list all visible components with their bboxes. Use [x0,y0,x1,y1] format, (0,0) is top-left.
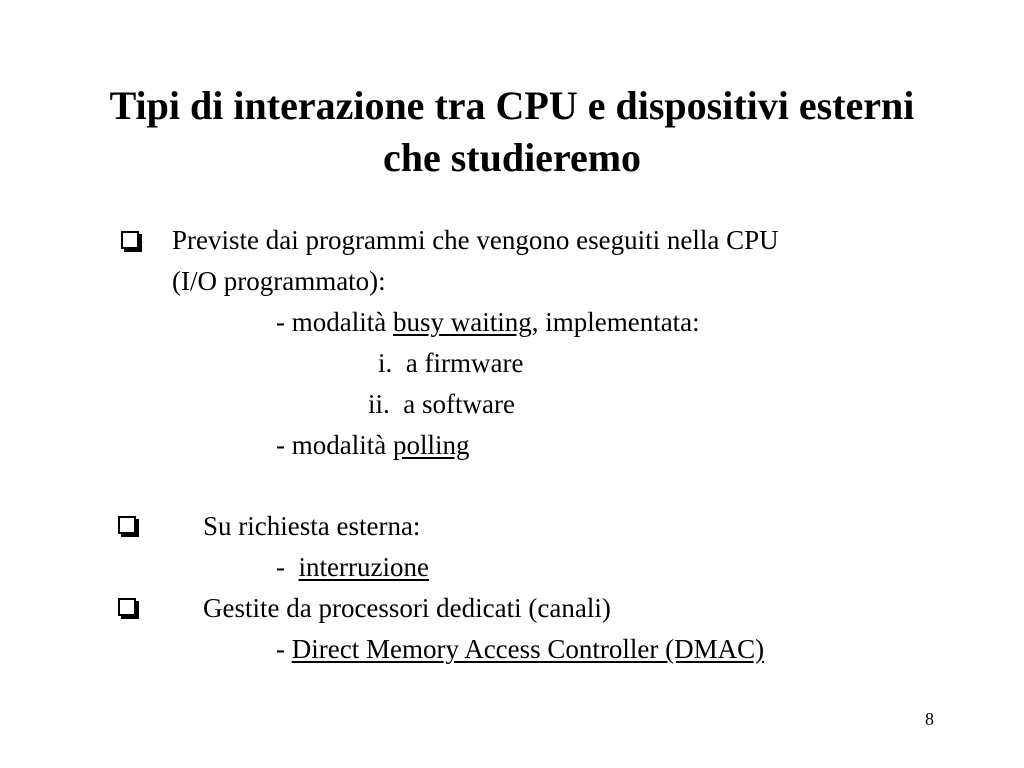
bullet-2-text: Su richiesta esterna: [203,511,421,541]
bullet-3-text: Gestite da processori dedicati (canali) [203,593,611,623]
polling-line: - modalità polling [276,430,470,460]
slide-title-line-2: che studieremo [382,135,642,180]
sub-item-firmware: i. a firmware [378,348,524,378]
dmac-line: - Direct Memory Access Controller (DMAC) [276,634,765,664]
busy-waiting-link: busy waiting [392,307,532,337]
bullet-1-text-line-2: (I/O programmato): [172,266,386,296]
busy-waiting-line: - modalità busy waiting, implementata: [276,307,700,337]
slide-title [0,80,1024,184]
square-bullet-icon [118,598,136,616]
sub-item-software: ii. a software [368,389,515,419]
interruzione-line: - interruzione [276,552,429,582]
bullet-1-text-line-1: Previste dai programmi che vengono eseguiti nella CPU [172,225,779,255]
square-bullet-icon [118,516,136,534]
dmac-link: Direct Memory Access Controller (DMAC) [291,634,765,664]
square-bullet-icon [121,231,139,249]
interruzione-link: interruzione [298,552,429,582]
slide-title-line-1: Tipi di interazione tra CPU e dispositivi esterni [109,83,915,128]
polling-link: polling [392,430,470,460]
page-number: 8 [925,709,934,729]
